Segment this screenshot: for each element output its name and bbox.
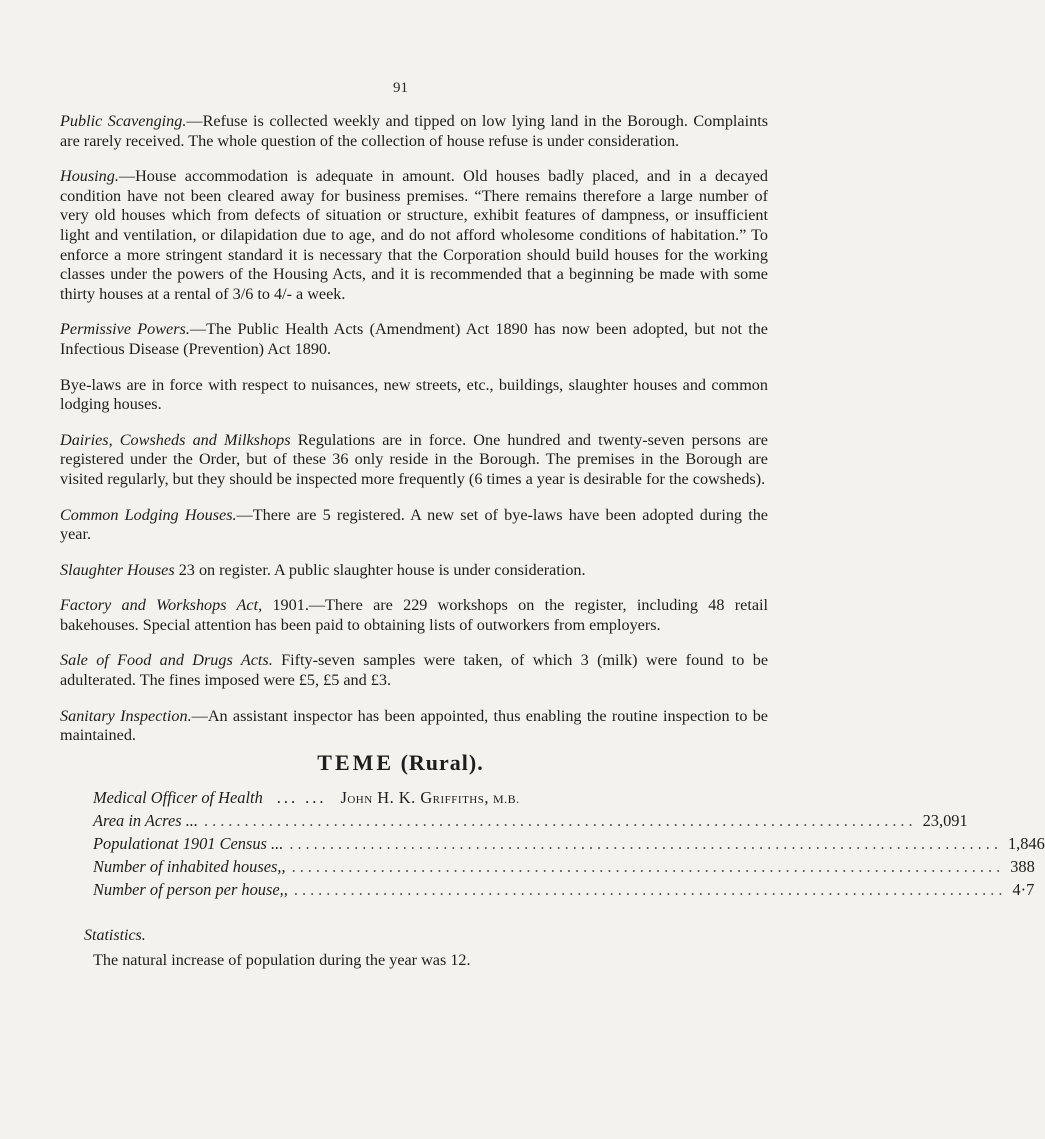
paragraph-dairies — [60, 431, 768, 490]
paragraph-bye-laws — [60, 376, 768, 415]
stats-label: Medical Officer of Health — [93, 788, 263, 807]
paragraph-text: Regulations are in force. One hundred and twenty-seven persons are registered under the Order, but of these 36 only reside in the Borough. The premises in the Borough are visited regularly, but they should be inspected more frequently (6 times a year is desirable for the cowsheds). — [60, 430, 768, 488]
stats-row-officer — [93, 788, 759, 811]
paragraph-public-scavenging — [60, 112, 768, 151]
district-heading — [0, 750, 801, 776]
leader-dots: ... ... — [276, 788, 327, 807]
paragraph-heading: Public Scavenging. — [60, 112, 187, 130]
stats-sublabel: ,, — [277, 857, 286, 876]
report-body — [60, 112, 768, 762]
paragraph-slaughter-houses — [60, 561, 768, 581]
paragraph-heading: Dairies, Cowsheds and Milkshops — [60, 430, 291, 449]
leader-dots: ........................................................................................ — [291, 857, 1005, 876]
stats-label: Population — [93, 834, 166, 853]
officer-qualification: M.B. — [492, 792, 520, 806]
stats-label: Number of person per house — [93, 880, 280, 899]
page-number: 91 — [393, 80, 408, 96]
stats-sublabel: ,, — [279, 880, 288, 899]
statistics-heading: Statistics. — [84, 927, 146, 944]
stats-value: 4·7 — [1012, 880, 1035, 899]
paragraph-text: 23 on register. A public slaughter house is under consideration. — [174, 560, 586, 579]
stats-row-area — [93, 811, 968, 834]
district-statistics-table — [93, 788, 1045, 903]
paragraph-text: Bye-laws are in force with respect to nuisances, new streets, etc., buildings, slaughter houses and common lodging houses. — [60, 375, 768, 414]
paragraph-housing — [60, 167, 768, 304]
paragraph-heading: Factory and Workshops Act, — [60, 596, 263, 615]
paragraph-common-lodging-houses — [60, 506, 768, 545]
paragraph-heading: Sanitary Inspection. — [60, 706, 192, 725]
paragraph-factory-workshops — [60, 596, 768, 635]
stats-label: Number of inhabited houses — [93, 857, 278, 876]
leader-dots: ........................................................................................ — [289, 834, 1002, 853]
paragraph-text: —The Public Health Acts (Amendment) Act 1890 has now been adopted, but not the Infectious Disease (Prevention) Act 1890. — [60, 320, 768, 358]
stats-sublabel: at 1901 Census ... — [165, 834, 284, 853]
paragraph-text: —An assistant inspector has been appointed, thus enabling the routine inspection to be maintained. — [60, 706, 768, 745]
paragraph-heading: Slaughter Houses — [60, 560, 175, 579]
paragraph-text: Fifty-seven samples were taken, of which 3 (milk) were found to be adulterated. The fines imposed were £5, £5 and £3. — [60, 651, 769, 690]
stats-value: 388 — [1010, 857, 1035, 876]
district-subtitle: (Rural). — [400, 750, 484, 775]
paragraph-heading: Sale of Food and Drugs Acts. — [60, 651, 273, 670]
paragraph-text: —Refuse is collected weekly and tipped on low lying land in the Borough. Complaints are rarely received. The whole question of the collection of house refuse is under consideration. — [60, 112, 768, 150]
stats-row-population — [93, 834, 1045, 857]
stats-row-persons — [93, 880, 1035, 903]
stats-label: Area in Acres ... — [93, 811, 199, 830]
statistics-text: The natural increase of population during the year was 12. — [93, 951, 471, 969]
paragraph-permissive-powers — [60, 320, 768, 359]
paragraph-text: —There are 5 registered. A new set of bye-laws have been adopted during the year. — [60, 505, 768, 544]
district-name: TEME — [317, 750, 395, 775]
stats-row-houses — [93, 857, 1035, 880]
stats-value: 1,846 — [1007, 834, 1045, 853]
leader-dots: ........................................................................................ — [204, 811, 917, 830]
stats-value: 23,091 — [922, 811, 968, 830]
paragraph-text: 1901.—There are 229 workshops on the register, including 48 retail bakehouses. Special attention has been paid to obtaining lists of outworkers from employers. — [60, 596, 768, 634]
paragraph-sanitary-inspection — [60, 707, 768, 746]
paragraph-heading: Housing. — [60, 167, 119, 186]
officer-name: John H. K. Griffiths, — [340, 788, 489, 807]
leader-dots: ........................................................................................ — [293, 880, 1007, 899]
paragraph-heading: Permissive Powers. — [60, 320, 190, 339]
paragraph-food-drugs — [60, 651, 768, 690]
paragraph-text: —House accommodation is adequate in amount. Old houses badly placed, and in a decayed condition have not been cleared away for business premises. “There remains therefore a large number of very old houses which from defects of situation or structure, exhibit features of dampness, or insufficient light and ventilation, or dilapidation due to age, and do not afford wholesome conditions of habitation.” To enforce a more stringent standard it is necessary that the Corporation should build houses for the working classes under the powers of the Housing Acts, and it is recommended that a beginning be made with some thirty houses at a rental of 3/6 to 4/- a week. — [60, 167, 768, 303]
paragraph-heading: Common Lodging Houses. — [60, 505, 237, 524]
